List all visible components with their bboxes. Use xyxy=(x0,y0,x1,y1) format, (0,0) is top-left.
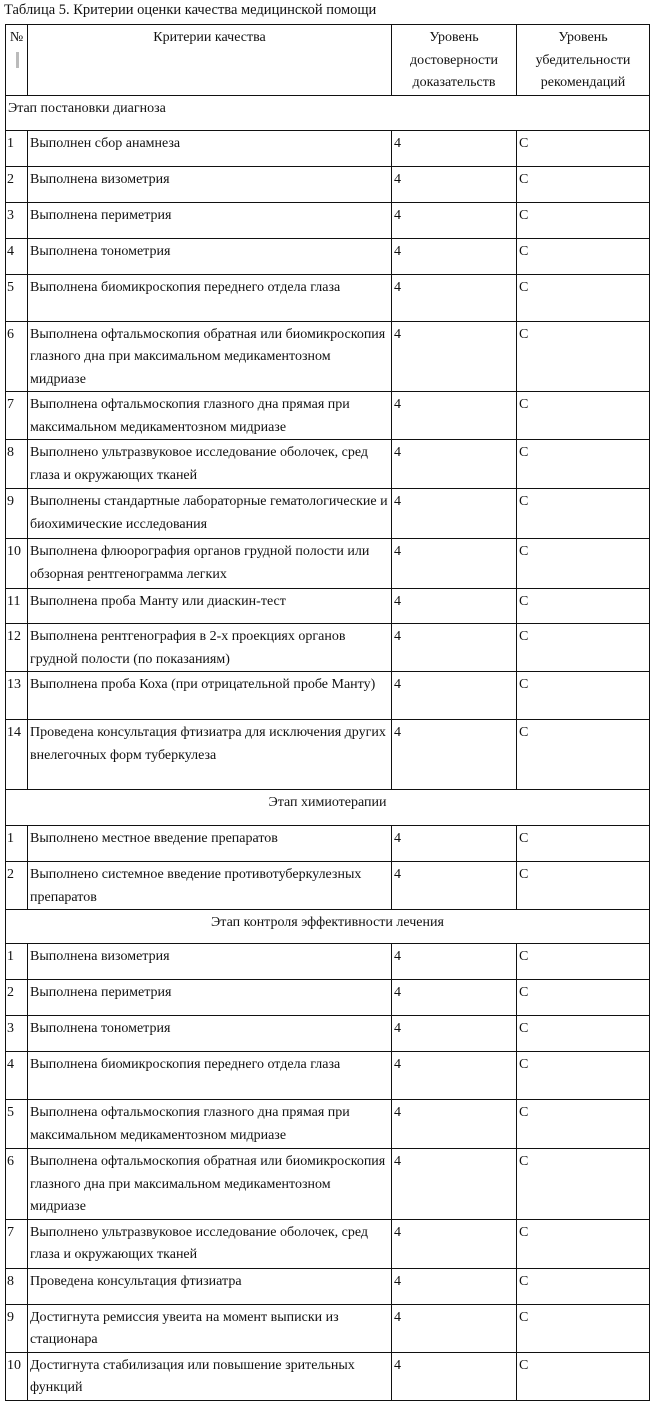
table-row xyxy=(6,1304,650,1352)
evidence-level: 4 xyxy=(392,1352,517,1400)
evidence-level: 4 xyxy=(392,720,517,790)
section-row xyxy=(6,790,650,826)
table-row xyxy=(6,130,650,166)
evidence-level: 4 xyxy=(392,1016,517,1052)
evidence-level: 4 xyxy=(392,238,517,274)
recommendation-level: C xyxy=(517,539,650,589)
criterion-text: Выполнена периметрия xyxy=(28,980,392,1016)
recommendation-level: C xyxy=(517,440,650,489)
row-number: 1 xyxy=(6,826,28,862)
table-row xyxy=(6,392,650,440)
criterion-text: Достигнута ремиссия увеита на момент выписки из стационара xyxy=(28,1304,392,1352)
recommendation-level: C xyxy=(517,1052,650,1100)
table-row xyxy=(6,1100,650,1149)
recommendation-level: C xyxy=(517,1149,650,1220)
criterion-text: Выполнена флюорография органов грудной полости или обзорная рентгенограмма легких xyxy=(28,539,392,589)
evidence-level: 4 xyxy=(392,1268,517,1304)
criterion-text: Выполнена биомикроскопия переднего отдела глаза xyxy=(28,274,392,321)
table-row xyxy=(6,1268,650,1304)
criterion-text: Достигнута стабилизация или повышение зрительных функций xyxy=(28,1352,392,1400)
criterion-text: Выполнено системное введение противотуберкулезных препаратов xyxy=(28,862,392,910)
row-number: 4 xyxy=(6,238,28,274)
recommendation-level: C xyxy=(517,1219,650,1268)
recommendation-level: C xyxy=(517,589,650,624)
table-row xyxy=(6,1016,650,1052)
row-number: 4 xyxy=(6,1052,28,1100)
criterion-text: Выполнена офтальмоскопия обратная или биомикроскопия глазного дна при максимальном медикаментозном мидриазе xyxy=(28,1149,392,1220)
evidence-level: 4 xyxy=(392,1052,517,1100)
row-number: 7 xyxy=(6,392,28,440)
header-evidence: Уровень достоверности доказательств xyxy=(392,25,517,96)
row-number: 7 xyxy=(6,1219,28,1268)
evidence-level: 4 xyxy=(392,321,517,392)
criterion-text: Выполнена рентгенография в 2-х проекциях органов грудной полости (по показаниям) xyxy=(28,624,392,672)
evidence-level: 4 xyxy=(392,392,517,440)
criterion-text: Выполнено ультразвуковое исследование оболочек, сред глаза и окружающих тканей xyxy=(28,1219,392,1268)
section-row xyxy=(6,910,650,944)
recommendation-level: C xyxy=(517,720,650,790)
table-row xyxy=(6,202,650,238)
row-number: 3 xyxy=(6,202,28,238)
criterion-text: Выполнена периметрия xyxy=(28,202,392,238)
row-number: 13 xyxy=(6,672,28,720)
criterion-text: Выполнены стандартные лабораторные гематологические и биохимические исследования xyxy=(28,489,392,539)
section-title: Этап контроля эффективности лечения xyxy=(6,910,650,944)
criterion-text: Выполнена тонометрия xyxy=(28,1016,392,1052)
table-caption: Таблица 5. Критерии оценки качества медицинской помощи xyxy=(4,2,377,18)
evidence-level: 4 xyxy=(392,202,517,238)
row-number: 1 xyxy=(6,130,28,166)
section-title: Этап постановки диагноза xyxy=(6,95,650,130)
table-row xyxy=(6,826,650,862)
recommendation-level: C xyxy=(517,489,650,539)
recommendation-level: C xyxy=(517,166,650,202)
row-number: 9 xyxy=(6,1304,28,1352)
section-row xyxy=(6,95,650,130)
row-number: 3 xyxy=(6,1016,28,1052)
table-row xyxy=(6,489,650,539)
evidence-level: 4 xyxy=(392,489,517,539)
table-row xyxy=(6,166,650,202)
row-number: 10 xyxy=(6,539,28,589)
row-number: 12 xyxy=(6,624,28,672)
row-number: 1 xyxy=(6,944,28,980)
criterion-text: Выполнена офтальмоскопия глазного дна прямая при максимальном медикаментозном мидриазе xyxy=(28,1100,392,1149)
criterion-text: Выполнена проба Манту или диаскин-тест xyxy=(28,589,392,624)
row-number: 6 xyxy=(6,321,28,392)
criterion-text: Выполнена офтальмоскопия глазного дна прямая при максимальном медикаментозном мидриазе xyxy=(28,392,392,440)
table-row xyxy=(6,321,650,392)
header-row xyxy=(6,25,650,96)
evidence-level: 4 xyxy=(392,440,517,489)
recommendation-level: C xyxy=(517,130,650,166)
recommendation-level: C xyxy=(517,1268,650,1304)
evidence-level: 4 xyxy=(392,826,517,862)
evidence-level: 4 xyxy=(392,862,517,910)
table-row xyxy=(6,720,650,790)
recommendation-level: C xyxy=(517,862,650,910)
criterion-text: Выполнена офтальмоскопия обратная или биомикроскопия глазного дна при максимальном медикаментозном мидриазе xyxy=(28,321,392,392)
row-number: 9 xyxy=(6,489,28,539)
evidence-level: 4 xyxy=(392,274,517,321)
evidence-level: 4 xyxy=(392,589,517,624)
recommendation-level: C xyxy=(517,980,650,1016)
criterion-text: Выполнена биомикроскопия переднего отдела глаза xyxy=(28,1052,392,1100)
table-row xyxy=(6,1052,650,1100)
recommendation-level: C xyxy=(517,1304,650,1352)
recommendation-level: C xyxy=(517,392,650,440)
header-criteria: Критерии качества xyxy=(28,25,392,96)
row-number: 8 xyxy=(6,1268,28,1304)
row-number: 10 xyxy=(6,1352,28,1400)
row-number: 5 xyxy=(6,1100,28,1149)
row-number: 11 xyxy=(6,589,28,624)
recommendation-level: C xyxy=(517,202,650,238)
recommendation-level: C xyxy=(517,274,650,321)
evidence-level: 4 xyxy=(392,1219,517,1268)
recommendation-level: C xyxy=(517,238,650,274)
evidence-level: 4 xyxy=(392,1100,517,1149)
recommendation-level: C xyxy=(517,1352,650,1400)
table-row xyxy=(6,589,650,624)
table-row xyxy=(6,1219,650,1268)
row-number: 2 xyxy=(6,862,28,910)
recommendation-level: C xyxy=(517,1016,650,1052)
recommendation-level: C xyxy=(517,672,650,720)
row-number: 2 xyxy=(6,980,28,1016)
row-number: 14 xyxy=(6,720,28,790)
table-row xyxy=(6,624,650,672)
table-row xyxy=(6,440,650,489)
table-row xyxy=(6,862,650,910)
criterion-text: Выполнена тонометрия xyxy=(28,238,392,274)
evidence-level: 4 xyxy=(392,166,517,202)
criterion-text: Выполнена визометрия xyxy=(28,944,392,980)
table-row xyxy=(6,1352,650,1400)
criterion-text: Выполнено ультразвуковое исследование оболочек, сред глаза и окружающих тканей xyxy=(28,440,392,489)
criterion-text: Выполнен сбор анамнеза xyxy=(28,130,392,166)
evidence-level: 4 xyxy=(392,1304,517,1352)
recommendation-level: C xyxy=(517,624,650,672)
evidence-level: 4 xyxy=(392,624,517,672)
row-number: 8 xyxy=(6,440,28,489)
table-row xyxy=(6,238,650,274)
table-row xyxy=(6,274,650,321)
header-num: № xyxy=(6,25,28,96)
evidence-level: 4 xyxy=(392,130,517,166)
table-row xyxy=(6,980,650,1016)
table-row xyxy=(6,1149,650,1220)
criterion-text: Выполнена проба Коха (при отрицательной пробе Манту) xyxy=(28,672,392,720)
row-number: 5 xyxy=(6,274,28,321)
quality-criteria-table xyxy=(5,24,650,1401)
row-number: 6 xyxy=(6,1149,28,1220)
recommendation-level: C xyxy=(517,944,650,980)
evidence-level: 4 xyxy=(392,672,517,720)
criterion-text: Выполнено местное введение препаратов xyxy=(28,826,392,862)
table-row xyxy=(6,944,650,980)
evidence-level: 4 xyxy=(392,1149,517,1220)
recommendation-level: C xyxy=(517,826,650,862)
evidence-level: 4 xyxy=(392,944,517,980)
recommendation-level: C xyxy=(517,1100,650,1149)
header-recommendation: Уровень убедительности рекомендаций xyxy=(517,25,650,96)
evidence-level: 4 xyxy=(392,539,517,589)
criterion-text: Проведена консультация фтизиатра xyxy=(28,1268,392,1304)
criterion-text: Проведена консультация фтизиатра для исключения других внелегочных форм туберкулеза xyxy=(28,720,392,790)
table-row xyxy=(6,539,650,589)
criterion-text: Выполнена визометрия xyxy=(28,166,392,202)
evidence-level: 4 xyxy=(392,980,517,1016)
row-number: 2 xyxy=(6,166,28,202)
section-title: Этап химиотерапии xyxy=(6,790,650,826)
recommendation-level: C xyxy=(517,321,650,392)
table-row xyxy=(6,672,650,720)
